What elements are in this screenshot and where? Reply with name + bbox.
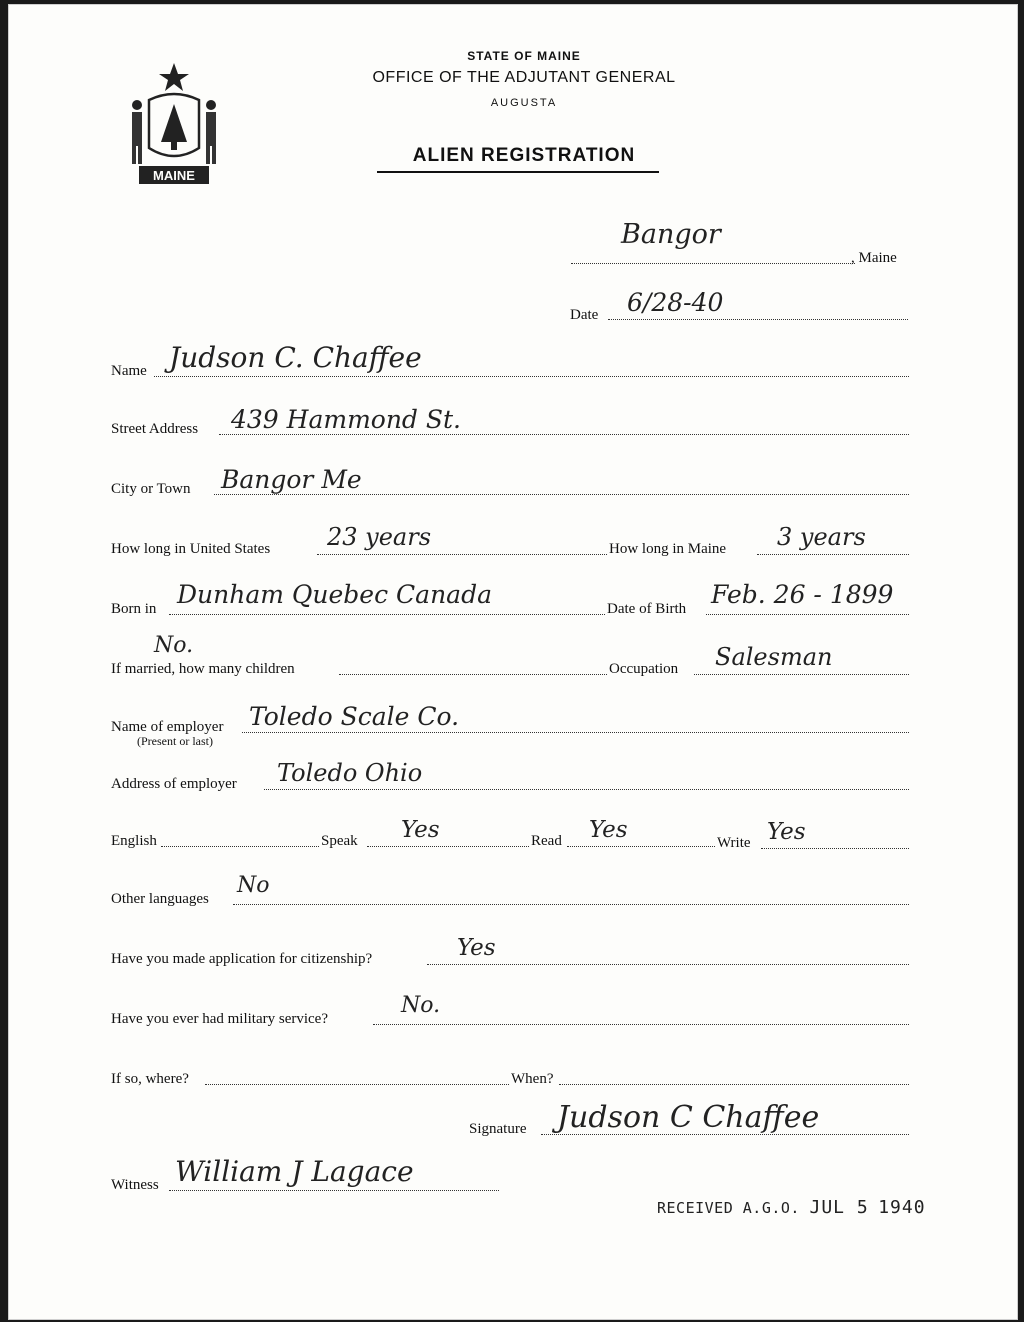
where-line — [205, 1084, 509, 1085]
military-label: Have you ever had military service? — [111, 1011, 328, 1027]
witness-line — [169, 1190, 499, 1191]
citizenship-value: Yes — [457, 935, 496, 961]
received-stamp-year: 1940 — [878, 1197, 926, 1218]
date-line — [608, 319, 908, 320]
date-value: 6/28-40 — [627, 288, 724, 317]
name-value: Judson C. Chaffee — [169, 341, 422, 374]
when-line — [559, 1084, 909, 1085]
citizenship-label: Have you made application for citizenship? — [111, 951, 373, 967]
town-line — [571, 263, 855, 264]
town-value: Bangor — [621, 219, 721, 250]
dob-label: Date of Birth — [607, 601, 687, 617]
signature-value: Judson C Chaffee — [557, 1100, 820, 1135]
speak-line — [367, 846, 529, 847]
us-length-line — [317, 554, 607, 555]
when-label: When? — [511, 1071, 554, 1087]
us-length-value: 23 years — [327, 523, 432, 551]
received-stamp — [657, 1197, 926, 1218]
name-label: Name — [111, 363, 147, 379]
witness-label: Witness — [111, 1177, 159, 1193]
svg-text:MAINE: MAINE — [153, 168, 195, 183]
maine-label: , Maine — [851, 250, 897, 266]
read-line — [567, 846, 715, 847]
city-line — [214, 494, 909, 495]
name-line — [154, 376, 909, 377]
born-line — [169, 614, 605, 615]
occupation-label: Occupation — [609, 661, 679, 677]
employer-address-label: Address of employer — [111, 776, 237, 792]
us-length-label: How long in United States — [111, 541, 271, 557]
employer-note: (Present or last) — [137, 734, 213, 748]
occupation-value: Salesman — [715, 643, 833, 671]
registration-form — [8, 4, 1018, 1320]
english-line — [161, 846, 319, 847]
employer-line — [242, 732, 909, 733]
city-value: Bangor Me — [221, 465, 362, 494]
write-label: Write — [717, 835, 751, 851]
born-label: Born in — [111, 601, 157, 617]
signature-label: Signature — [469, 1121, 527, 1137]
write-value: Yes — [767, 819, 806, 845]
citizenship-line — [427, 964, 909, 965]
other-languages-label: Other languages — [111, 891, 209, 907]
employer-value: Toledo Scale Co. — [249, 702, 460, 731]
write-line — [761, 848, 909, 849]
witness-value: William J Lagace — [175, 1155, 414, 1188]
form-title: ALIEN REGISTRATION — [412, 145, 636, 166]
street-line — [219, 434, 909, 435]
title-underline — [377, 171, 659, 173]
speak-label: Speak — [321, 833, 358, 849]
employer-address-line — [264, 789, 909, 790]
employer-address-value: Toledo Ohio — [277, 759, 423, 787]
received-stamp-label: RECEIVED A.G.O. — [657, 1199, 800, 1217]
office-heading: OFFICE OF THE ADJUTANT GENERAL — [372, 69, 676, 86]
city-heading: AUGUSTA — [490, 97, 558, 109]
received-stamp-date: JUL 5 — [809, 1197, 869, 1218]
born-value: Dunham Quebec Canada — [177, 580, 492, 609]
dob-value: Feb. 26 - 1899 — [711, 580, 894, 609]
dob-line — [706, 614, 909, 615]
maine-length-line — [757, 554, 909, 555]
street-label: Street Address — [111, 421, 199, 437]
children-line — [339, 674, 607, 675]
employer-label: Name of employer — [111, 719, 224, 735]
military-line — [373, 1024, 909, 1025]
signature-line — [541, 1134, 909, 1135]
military-value: No. — [401, 993, 441, 1018]
other-languages-value: No — [237, 873, 270, 898]
state-heading: STATE OF MAINE — [467, 49, 581, 63]
city-label: City or Town — [111, 481, 191, 497]
children-value: No. — [154, 633, 194, 658]
children-label: If married, how many children — [111, 661, 295, 677]
maine-length-label: How long in Maine — [609, 541, 727, 557]
english-label: English — [111, 833, 157, 849]
read-label: Read — [531, 833, 562, 849]
street-value: 439 Hammond St. — [231, 405, 462, 434]
read-value: Yes — [589, 817, 628, 843]
maine-length-value: 3 years — [777, 523, 866, 551]
other-languages-line — [233, 904, 909, 905]
maine-state-seal-icon — [119, 60, 229, 190]
where-label: If so, where? — [111, 1071, 189, 1087]
occupation-line — [694, 674, 909, 675]
speak-value: Yes — [401, 817, 440, 843]
date-label: Date — [570, 307, 599, 323]
